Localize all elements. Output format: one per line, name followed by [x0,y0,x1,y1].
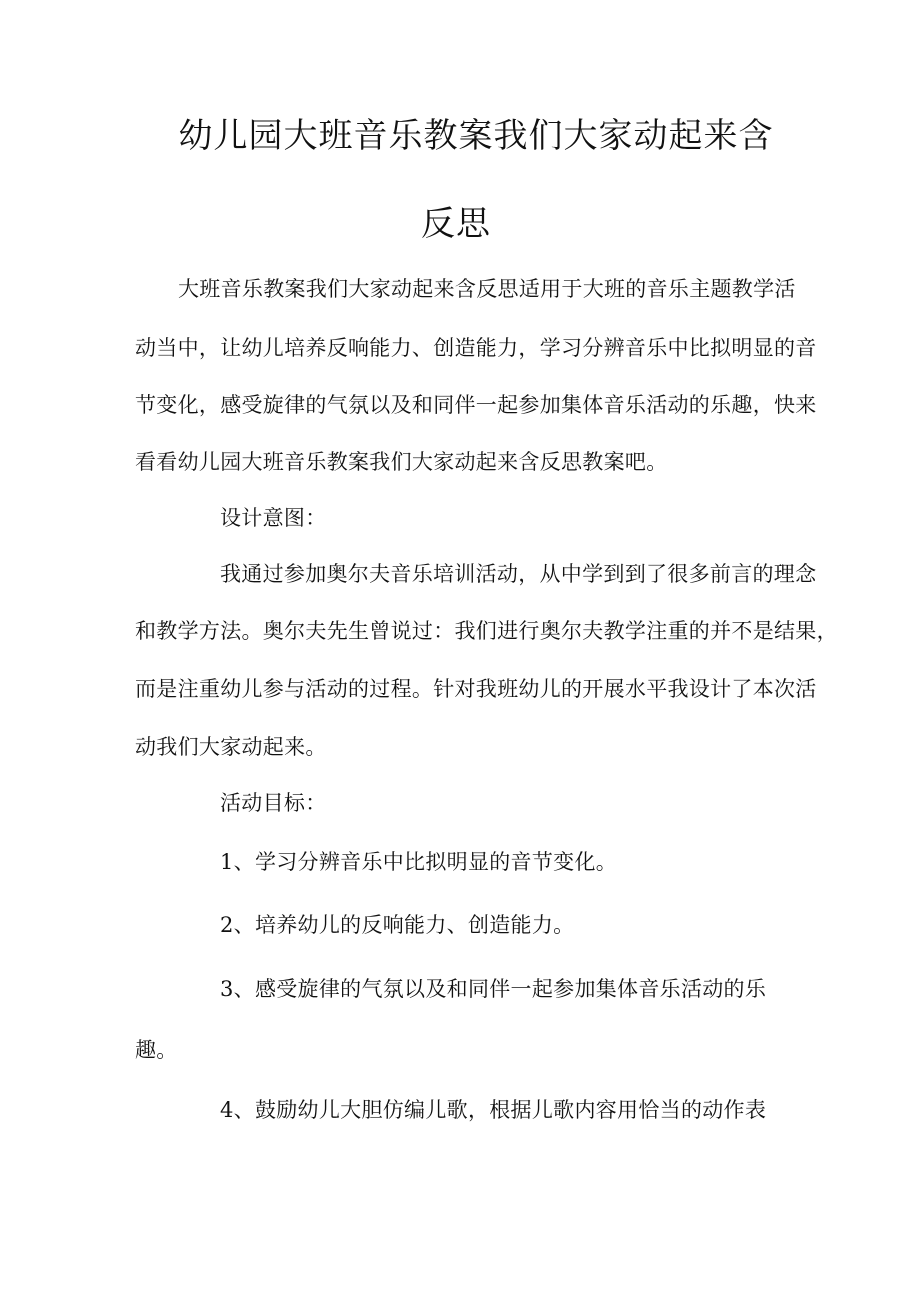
intro-line-1: 大班音乐教案我们大家动起来含反思适用于大班的音乐主题教学活 [178,277,796,301]
goal-item-4: 4、鼓励幼儿大胆仿编儿歌，根据儿歌内容用恰当的动作表 [220,1098,767,1122]
goal-item-2: 2、培养幼儿的反响能力、创造能力。 [220,913,575,937]
goal-item-3: 3、感受旋律的气氛以及和同伴一起参加集体音乐活动的乐 [220,977,767,1001]
goals-heading: 活动目标： [220,791,327,815]
document-title-line-1: 幼儿园大班音乐教案我们大家动起来含 [178,116,774,156]
intro-line-3: 节变化，感受旋律的气氛以及和同伴一起参加集体音乐活动的乐趣，快来 [135,393,817,417]
design-heading: 设计意图： [220,506,327,530]
intro-line-2: 动当中，让幼儿培养反响能力、创造能力，学习分辨音乐中比拟明显的音 [135,336,817,360]
intro-line-4: 看看幼儿园大班音乐教案我们大家动起来含反思教案吧。 [135,450,668,474]
goal-item-3-continuation: 趣。 [135,1038,178,1062]
design-line-3: 而是注重幼儿参与活动的过程。针对我班幼儿的开展水平我设计了本次活 [135,677,817,701]
design-line-4: 动我们大家动起来。 [135,735,327,759]
goal-item-1: 1、学习分辨音乐中比拟明显的音节变化。 [220,850,618,874]
design-line-2: 和教学方法。奥尔夫先生曾说过：我们进行奥尔夫教学注重的并不是结果， [135,619,838,643]
document-title-line-2: 反思 [421,204,491,244]
design-line-1: 我通过参加奥尔夫音乐培训活动，从中学到到了很多前言的理念 [220,562,817,586]
